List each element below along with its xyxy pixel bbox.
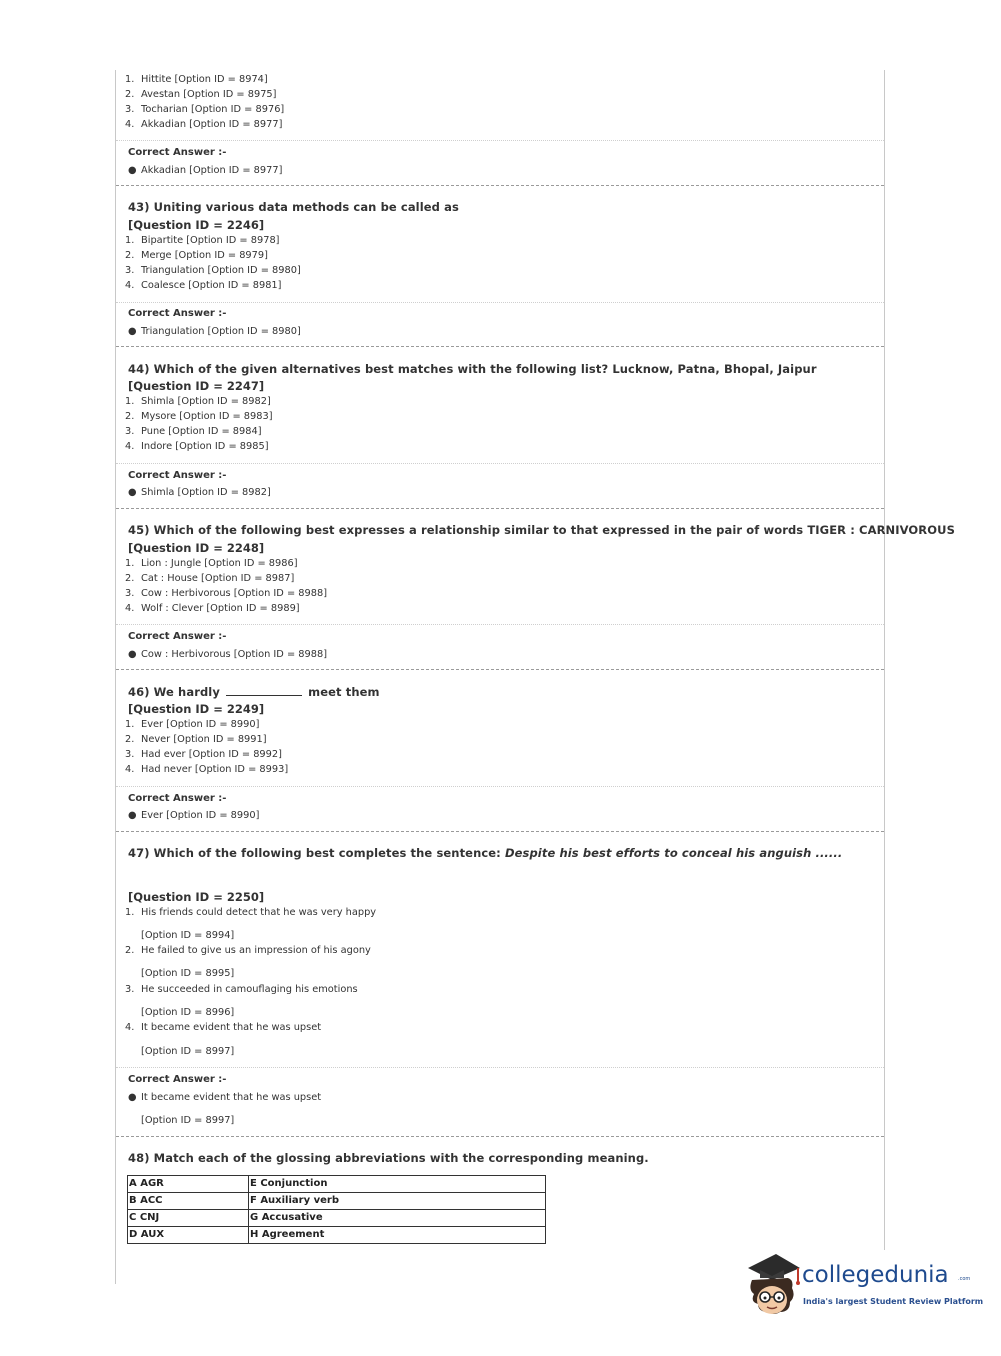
q47-title: 47) Which of the following best completes the sentence: Despite his best efforts to conceal his anguish ......	[128, 846, 843, 860]
table-cell: H Agreement	[249, 1227, 546, 1244]
separator	[116, 463, 884, 464]
q44-correct-label: Correct Answer :-	[128, 470, 227, 481]
q47-correct-label: Correct Answer :-	[128, 1074, 227, 1085]
q44-option-1: 1. Shimla [Option ID = 8982]	[125, 396, 271, 407]
q46-option-2: 2. Never [Option ID = 8991]	[125, 734, 267, 745]
q47-option-1-id: [Option ID = 8994]	[141, 930, 235, 941]
table-row	[128, 1176, 546, 1193]
question-separator	[116, 669, 884, 670]
brand-domain: .com	[958, 1276, 971, 1282]
q45-correct-answer: ● Cow : Herbivorous [Option ID = 8988]	[128, 649, 328, 660]
q44-option-4: 4. Indore [Option ID = 8985]	[125, 441, 269, 452]
table-cell: F Auxiliary verb	[249, 1193, 546, 1210]
q47-option-2: 2. He failed to give us an impression of his agony	[125, 945, 371, 956]
q43-option-1: 1. Bipartite [Option ID = 8978]	[125, 235, 280, 246]
q45-correct-label: Correct Answer :-	[128, 631, 227, 642]
q44-question-id: [Question ID = 2247]	[128, 379, 265, 393]
q47-option-1: 1. His friends could detect that he was very happy	[125, 907, 377, 918]
q42-correct-label: Correct Answer :-	[128, 147, 227, 158]
q47-option-4-id: [Option ID = 8997]	[141, 1046, 235, 1057]
q47-question-id: [Question ID = 2250]	[128, 890, 265, 904]
right-border	[884, 70, 885, 1250]
q42-correct-answer: ● Akkadian [Option ID = 8977]	[128, 165, 283, 176]
q46-option-4: 4. Had never [Option ID = 8993]	[125, 764, 289, 775]
q47-option-3-id: [Option ID = 8996]	[141, 1007, 235, 1018]
question-separator	[116, 346, 884, 347]
q46-option-1: 1. Ever [Option ID = 8990]	[125, 719, 260, 730]
question-separator	[116, 1136, 884, 1137]
q42-option-2: 2. Avestan [Option ID = 8975]	[125, 89, 277, 100]
q46-correct-label: Correct Answer :-	[128, 793, 227, 804]
q43-option-4: 4. Coalesce [Option ID = 8981]	[125, 280, 282, 291]
question-separator	[116, 508, 884, 509]
q47-option-2-id: [Option ID = 8995]	[141, 968, 235, 979]
q43-correct-answer: ● Triangulation [Option ID = 8980]	[128, 326, 301, 337]
q45-title: 45) Which of the following best expresses a relationship similar to that expressed in the pair of words TIGER : CARNIVOROUS	[128, 523, 955, 537]
q42-option-4: 4. Akkadian [Option ID = 8977]	[125, 119, 283, 130]
q48-title: 48) Match each of the glossing abbreviations with the corresponding meaning.	[128, 1151, 649, 1165]
separator	[116, 624, 884, 625]
brand-name: collegedunia	[802, 1262, 949, 1288]
q45-option-4: 4. Wolf : Clever [Option ID = 8989]	[125, 603, 300, 614]
brand-tagline: India's largest Student Review Platform	[803, 1297, 984, 1306]
q47-option-3: 3. He succeeded in camouflaging his emotions	[125, 984, 358, 995]
table-cell: A AGR	[128, 1176, 249, 1193]
q44-title: 44) Which of the given alternatives best matches with the following list? Lucknow, Patna, Bhopal, Jaipur	[128, 362, 817, 376]
q42-option-3: 3. Tocharian [Option ID = 8976]	[125, 104, 285, 115]
left-border	[115, 70, 116, 1284]
question-separator	[116, 831, 884, 832]
q45-option-2: 2. Cat : House [Option ID = 8987]	[125, 573, 295, 584]
q46-option-3: 3. Had ever [Option ID = 8992]	[125, 749, 282, 760]
q45-question-id: [Question ID = 2248]	[128, 541, 265, 555]
student-mascot-icon	[742, 1250, 802, 1320]
blank-line	[226, 685, 302, 696]
table-cell: G Accusative	[249, 1210, 546, 1227]
q43-option-3: 3. Triangulation [Option ID = 8980]	[125, 265, 301, 276]
q44-option-3: 3. Pune [Option ID = 8984]	[125, 426, 262, 437]
q43-title: 43) Uniting various data methods can be called as	[128, 200, 459, 214]
q46-question-id: [Question ID = 2249]	[128, 702, 265, 716]
q47-correct-answer: ● It became evident that he was upset	[128, 1092, 322, 1103]
table-cell: D AUX	[128, 1227, 249, 1244]
table-row	[128, 1193, 546, 1210]
q45-option-1: 1. Lion : Jungle [Option ID = 8986]	[125, 558, 298, 569]
table-cell: C CNJ	[128, 1210, 249, 1227]
q45-option-3: 3. Cow : Herbivorous [Option ID = 8988]	[125, 588, 328, 599]
q46-correct-answer: ● Ever [Option ID = 8990]	[128, 810, 260, 821]
q43-question-id: [Question ID = 2246]	[128, 218, 265, 232]
question-separator	[116, 185, 884, 186]
q44-correct-answer: ● Shimla [Option ID = 8982]	[128, 487, 271, 498]
separator	[116, 302, 884, 303]
q46-title: 46) We hardly meet them	[128, 685, 380, 699]
table-cell: E Conjunction	[249, 1176, 546, 1193]
q42-option-1: 1. Hittite [Option ID = 8974]	[125, 74, 268, 85]
q47-option-4: 4. It became evident that he was upset	[125, 1022, 322, 1033]
table-cell: B ACC	[128, 1193, 249, 1210]
q43-correct-label: Correct Answer :-	[128, 308, 227, 319]
separator	[116, 786, 884, 787]
glossing-match-table	[127, 1175, 546, 1244]
separator	[116, 140, 884, 141]
table-row	[128, 1210, 546, 1227]
collegedunia-logo	[742, 1250, 984, 1325]
q44-option-2: 2. Mysore [Option ID = 8983]	[125, 411, 273, 422]
table-row	[128, 1227, 546, 1244]
separator	[116, 1067, 884, 1068]
q47-correct-answer-id: [Option ID = 8997]	[141, 1115, 235, 1126]
q43-option-2: 2. Merge [Option ID = 8979]	[125, 250, 268, 261]
